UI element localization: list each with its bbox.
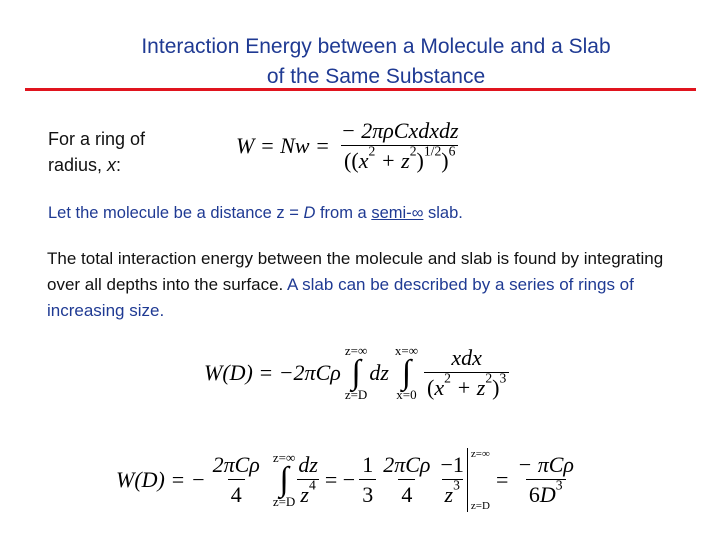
eq3-den4: 4: [398, 479, 415, 508]
eq1-lhs: W = Nw =: [236, 133, 330, 158]
integration-paragraph: [47, 246, 687, 324]
eq3-evaluation-bar: [467, 448, 490, 512]
eq2-numerator: xdx: [451, 345, 482, 370]
eq2-lhs: W(D) = −2πCρ: [204, 360, 341, 385]
eq3-fraction-3: [359, 452, 376, 508]
molecule-line-mid: from a: [315, 204, 372, 222]
eq3-num1: 2πCρ: [212, 452, 260, 477]
title-underline-rule: [25, 88, 696, 91]
equation-result: W(D) = − $\frac{\text{2πCρ}}{4}$ z=∞ ∫ z=D $\frac{dz}{z^4}$ = − $\frac{1}{3}$ $\frac{\text{2πCρ}}{4}$ $\frac{-1}{z^3}$ z=∞ z=D = $\frac{\text{− πCρ}}{6D^3}$: [116, 448, 577, 512]
eq1-fraction: [338, 118, 462, 174]
eq3-int-lower: z=D: [272, 494, 296, 509]
molecule-line-suffix: slab.: [423, 204, 463, 222]
eq3-den3: 3: [359, 479, 376, 508]
eq3-fraction-6: [514, 452, 577, 508]
para-black-text: The total interaction energy between the molecule and slab is found by integrating over all depths into the surface.: [47, 249, 664, 294]
eq3-den1: 4: [228, 479, 245, 508]
molecule-line-D: D: [303, 204, 316, 222]
molecule-distance-line: [48, 204, 463, 223]
eq3-eval-lower: z=D: [470, 500, 490, 512]
eq3-eval-upper: z=∞: [470, 448, 490, 460]
eq3-num3: 1: [362, 452, 374, 477]
eq3-fraction-5: [437, 452, 466, 508]
slide-title: [0, 32, 720, 92]
eq1-denominator: $((x^2 + z^2)^{1/2})^6$: [341, 145, 458, 174]
eq2-denominator: $(x^2 + z^2)^3$: [424, 372, 509, 401]
eq2-int1-upper: z=∞: [344, 343, 368, 358]
slide-title-line1: Interaction Energy between a Molecule and a Slab: [141, 35, 611, 58]
eq3-fraction-2: [295, 452, 321, 508]
eq2-int2-lower: x=0: [396, 387, 417, 402]
eq3-num2: dz: [298, 452, 318, 477]
equation-ring: [236, 118, 462, 174]
eq3-fraction-4: [380, 452, 433, 508]
eq2-integral-z: z=∞ ∫ z=D: [344, 343, 368, 402]
eq3-integral: z=∞ ∫ z=D: [272, 450, 296, 509]
eq2-fraction: [424, 345, 509, 401]
para-blue-text: A slab can be described by a series of rings of increasing size.: [47, 275, 634, 320]
eq3-int-upper: z=∞: [272, 450, 296, 465]
eq3-den6: $6D^3$: [526, 479, 566, 508]
equation-double-integral: [204, 344, 509, 402]
molecule-line-prefix: Let the molecule be a distance z =: [48, 204, 304, 222]
eq3-num5: −1: [440, 452, 464, 477]
eq2-dz: dz: [369, 360, 389, 385]
eq3-num4: 2πCρ: [383, 452, 431, 477]
eq2-integral-x: x=∞ ∫ x=0: [394, 343, 418, 402]
eq1-numerator: − 2πρCxdxdz: [340, 118, 459, 143]
eq3-lhs: W(D) = −: [116, 467, 206, 492]
eq3-fraction-1: [210, 452, 263, 508]
ring-label: For a ring of radius, x:: [48, 129, 146, 175]
eq3-den2: $z^4$: [297, 479, 318, 508]
slide-title-line2: of the Same Substance: [266, 65, 486, 88]
eq2-int1-lower: z=D: [344, 387, 368, 402]
eq2-int2-upper: x=∞: [394, 343, 418, 358]
eq3-den5: $z^3$: [442, 479, 463, 508]
eq3-num6: − πCρ: [517, 452, 574, 477]
molecule-line-semi: semi-∞: [371, 204, 424, 222]
